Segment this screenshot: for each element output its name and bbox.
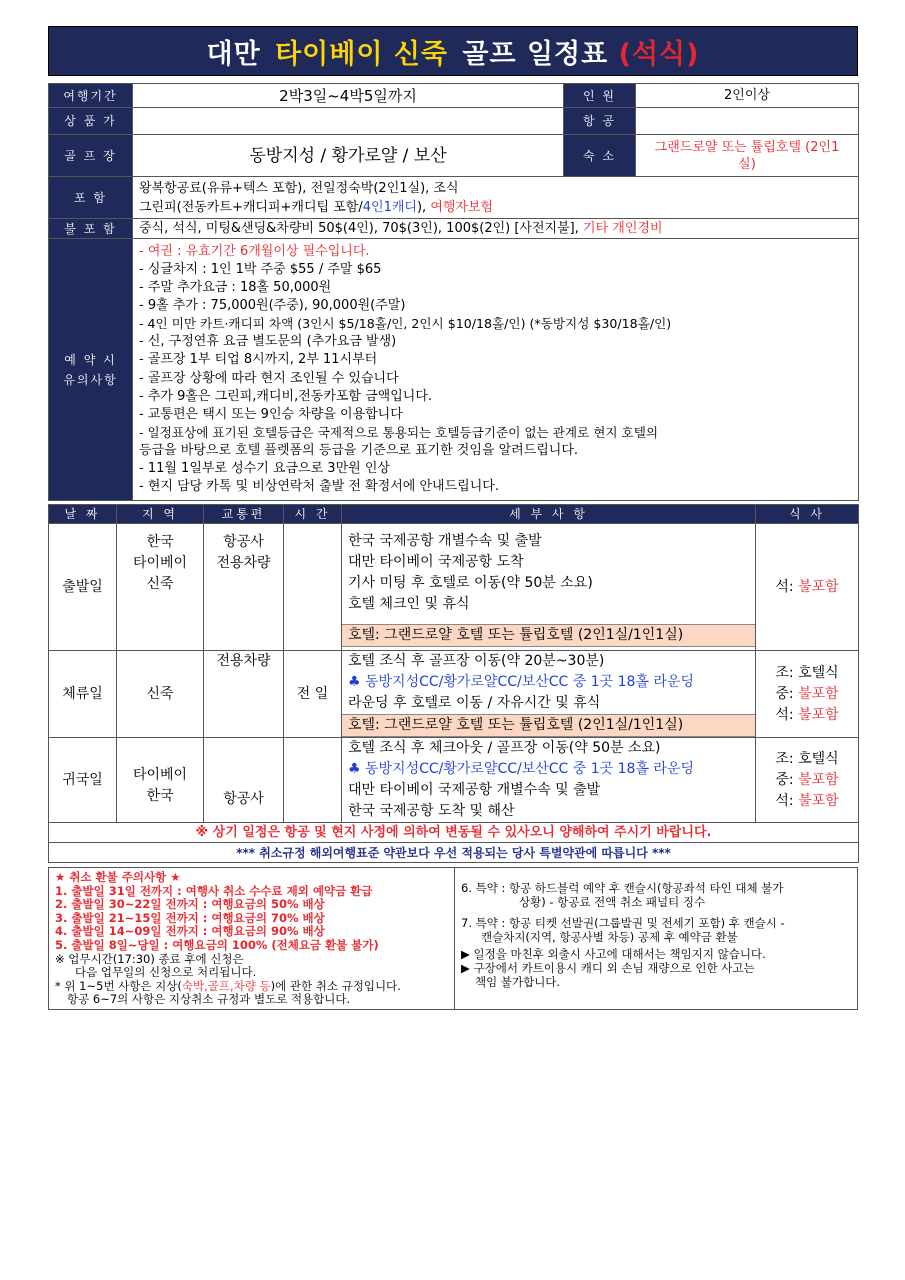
flight-label: 항 공	[564, 108, 636, 135]
notes-line: - 싱글차지 : 1인 1박 주중 $55 / 주말 $65	[139, 261, 382, 277]
day-region: 신죽	[117, 651, 204, 738]
day-meals	[756, 524, 859, 651]
day-transport: 항공사	[204, 738, 284, 823]
header-details: 세 부 사 항	[342, 505, 756, 524]
header-date: 날 짜	[49, 505, 117, 524]
detail-line: 호텔 조식 후 체크아웃 / 골프장 이동(약 50분 소요)	[348, 740, 661, 756]
notes-line: - 일정표상에 표기된 호텔등급은 국제적으로 통용되는 호텔등급기준이 없는 관계로 현지 호텔의	[139, 424, 659, 440]
liability-note: 책임 불가합니다.	[475, 974, 561, 989]
day-time	[284, 738, 342, 823]
day-meals	[756, 738, 859, 823]
notes-line: - 골프장 상황에 따라 현지 조인될 수 있습니다	[139, 370, 399, 386]
notes-line: - 4인 미만 카트·캐디피 차액 (3인시 $5/18홀/인, 2인시 $10/18홀/인) (*동방지성 $30/18홀/인)	[139, 316, 672, 332]
stay-value: 그랜드로얄 또는 튤립호텔 (2인1실)	[636, 135, 859, 177]
detail-line: 기사 미팅 후 호텔로 이동(약 50분 소요)	[348, 575, 593, 591]
cancel-note: ※ 업무시간(17:30) 종료 후에 신청은	[55, 951, 244, 966]
notes-passport: - 여권 : 유효기간 6개월이상 필수입니다.	[139, 243, 370, 259]
region-line: 타이베이	[132, 767, 188, 783]
exclude-personal: 기타 개인경비	[583, 220, 663, 236]
detail-line: 대만 타이베이 국제공항 도착	[348, 554, 524, 570]
cancel-policy-notice: *** 취소규정 해외여행표준 약관보다 우선 적용되는 당사 특별약관에 따릅니다 ***	[49, 843, 859, 863]
include-sep: ),	[416, 199, 431, 215]
exclude-value	[133, 219, 859, 239]
period-label: 여행기간	[49, 84, 133, 108]
day-region	[117, 524, 204, 651]
day-details	[342, 651, 756, 738]
region-line: 신죽	[146, 576, 174, 592]
transport-line: 전용차량	[216, 555, 271, 571]
notes-line: 등급을 바탕으로 호텔 플렛폼의 등급을 기준으로 표기한 것임을 알려드립니다.	[139, 442, 579, 458]
meal-breakfast: 조: 호텔식	[775, 664, 839, 681]
notes-line: - 9홀 추가 : 75,000원(주중), 90,000원(주말)	[139, 298, 406, 314]
header-meals: 식 사	[756, 505, 859, 524]
detail-line: 한국 국제공항 개별수속 및 출발	[348, 533, 542, 549]
cancel-title: ★ 취소 환불 주의사항 ★	[55, 870, 181, 884]
special-term: 7. 특약 : 항공 티켓 선발권(그룹발권 및 전세기 포함) 후 캔슬시 -	[461, 916, 785, 931]
day-row-departure	[49, 524, 859, 651]
meal-dinner: 석: 불포함	[775, 706, 839, 723]
notes-line: - 11월 1일부로 성수기 요금으로 3만원 인상	[139, 460, 390, 476]
day-transport: 전용차량	[204, 651, 284, 738]
price-label: 상 품 가	[49, 108, 133, 135]
golf-round-line: ♣ 동방지성CC/황가로얄CC/보산CC 중 1곳 18홀 라운딩	[348, 761, 694, 777]
notes-line: - 추가 9홀은 그린피,캐디비,전동카포함 금액입니다.	[139, 388, 433, 404]
day-time	[284, 524, 342, 651]
transport-line: 항공사	[223, 534, 264, 550]
page-title	[48, 26, 858, 76]
meal-breakfast: 조: 호텔식	[775, 750, 839, 767]
include-line-2	[139, 198, 852, 217]
cancel-item: 2. 출발일 30~22일 전까지 : 여행요금의 50% 배상	[55, 897, 325, 912]
period-value: 2박3일~4박5일까지	[133, 84, 564, 108]
meal-lunch: 중: 불포함	[775, 771, 839, 788]
schedule-header	[49, 505, 859, 524]
title-city: 타이베이 신죽	[275, 38, 448, 70]
day-row-return	[49, 738, 859, 823]
day-row-stay	[49, 651, 859, 738]
include-insurance: 여행자보험	[430, 199, 494, 215]
day-name: 출발일	[49, 524, 117, 651]
meal-label: 석:	[775, 578, 799, 595]
special-term: 캔슬차지(지역, 항공사별 차등) 공제 후 예약금 환불	[481, 929, 738, 944]
cancel-item: 1. 출발일 31일 전까지 : 여행사 취소 수수료 제외 예약금 환급	[55, 883, 373, 898]
notes-line: - 신, 구정연휴 요금 별도문의 (추가요금 발생)	[139, 334, 397, 350]
day-details	[342, 738, 756, 823]
people-label: 인 원	[564, 84, 636, 108]
golf-value: 동방지성 / 황가로얄 / 보산	[133, 135, 564, 177]
day-name: 체류일	[49, 651, 117, 738]
detail-line: 한국 국제공항 도착 및 해산	[348, 803, 515, 819]
day-details	[342, 524, 756, 651]
cancellation-right	[455, 868, 857, 1009]
cancellation-box	[48, 867, 858, 1010]
meal-dinner: 석: 불포함	[775, 792, 839, 809]
cancel-item: 4. 출발일 14~09일 전까지 : 여행요금의 90% 배상	[55, 924, 325, 939]
day-region	[117, 738, 204, 823]
golf-round-line: ♣ 동방지성CC/황가로얄CC/보산CC 중 1곳 18홀 라운딩	[348, 674, 694, 690]
golf-label: 골 프 장	[49, 135, 133, 177]
include-label: 포 함	[49, 177, 133, 219]
include-caddy: 4인1캐디	[362, 199, 417, 215]
notes-line: - 주말 추가요금 : 18홀 50,000원	[139, 280, 332, 296]
title-meal: (석식)	[618, 38, 700, 70]
day-transport	[204, 524, 284, 651]
region-line: 한국	[146, 788, 174, 804]
title-main: 골프 일정표	[462, 38, 609, 70]
cancel-note: * 위 1~5번 사항은 지상(숙박,골프,차량 등)에 관한 취소 규정입니다.	[55, 978, 401, 993]
include-value	[133, 177, 859, 219]
liability-note: ▶ 일정을 마친후 외출시 사고에 대해서는 책임지지 않습니다.	[461, 947, 766, 962]
cancel-note: 항공 6~7의 사항은 지상취소 규정과 별도로 적용합니다.	[67, 992, 351, 1007]
flight-value	[636, 108, 859, 135]
schedule-change-notice: ※ 상기 일정은 항공 및 현지 사정에 의하여 변동될 수 있사오니 양해하여 주시기 바랍니다.	[49, 823, 859, 843]
include-line-1: 왕복항공료(유류+텍스 포함), 전일정숙박(2인1실), 조식	[139, 180, 459, 196]
day-name: 귀국일	[49, 738, 117, 823]
header-region: 지 역	[117, 505, 204, 524]
notes-line: - 현지 담당 카톡 및 비상연락처 출발 전 확정서에 안내드립니다.	[139, 479, 499, 495]
schedule-table	[48, 504, 859, 863]
include-green: 그린피(전동카트+캐디피+캐디팁 포함/	[139, 199, 363, 215]
exclude-text: 중식, 석식, 미팅&샌딩&차량비 50$(4인), 70$(3인), 100$(2인) [사전지불],	[139, 220, 584, 236]
liability-note: ▶ 구장에서 카트이용시 캐디 외 손님 재량으로 인한 사고는	[461, 960, 755, 975]
header-transport: 교통편	[204, 505, 284, 524]
day-time: 전 일	[284, 651, 342, 738]
notes-line: - 교통편은 택시 또는 9인승 차량을 이용합니다	[139, 406, 403, 422]
hotel-line: 호텔: 그랜드로얄 호텔 또는 튤립호텔 (2인1실/1인1실)	[342, 624, 755, 647]
itinerary-sheet	[48, 26, 858, 1010]
special-term: 상황) - 항공료 전액 취소 패널티 징수	[519, 894, 706, 909]
cancellation-left	[49, 868, 455, 1009]
detail-line: 라운딩 후 호텔로 이동 / 자유시간 및 휴식	[348, 695, 601, 711]
cancel-note: 다음 업무일의 신청으로 처리됩니다.	[75, 965, 257, 980]
hotel-line: 호텔: 그랜드로얄 호텔 또는 튤립호텔 (2인1실/1인1실)	[342, 714, 755, 737]
notes-line: - 골프장 1부 티업 8시까지, 2부 11시부터	[139, 352, 378, 368]
meal-value: 불포함	[798, 578, 839, 595]
cancel-item: 5. 출발일 8일~당일 : 여행요금의 100% (전체요금 환불 불가)	[55, 937, 379, 952]
header-time: 시 간	[284, 505, 342, 524]
meal-lunch: 중: 불포함	[775, 685, 839, 702]
detail-line: 대만 타이베이 국제공항 개별수속 및 출발	[348, 782, 601, 798]
stay-label: 숙 소	[564, 135, 636, 177]
region-line: 한국	[146, 534, 174, 550]
detail-line: 호텔 조식 후 골프장 이동(약 20분~30분)	[348, 653, 605, 669]
title-country: 대만	[206, 38, 261, 70]
detail-line: 호텔 체크인 및 휴식	[348, 596, 470, 612]
region-line: 타이베이	[132, 555, 188, 571]
price-value	[133, 108, 564, 135]
info-table	[48, 83, 859, 501]
special-term: 6. 특약 : 항공 하드블럭 예약 후 캔슬시(항공좌석 타인 대체 불가	[461, 881, 784, 895]
day-meals	[756, 651, 859, 738]
notes-list	[133, 239, 859, 501]
people-value: 2인이상	[636, 84, 859, 108]
exclude-label: 불 포 함	[49, 219, 133, 239]
notes-label: 예 약 시 유의사항	[49, 239, 133, 501]
cancel-item: 3. 출발일 21~15일 전까지 : 여행요금의 70% 배상	[55, 910, 325, 925]
